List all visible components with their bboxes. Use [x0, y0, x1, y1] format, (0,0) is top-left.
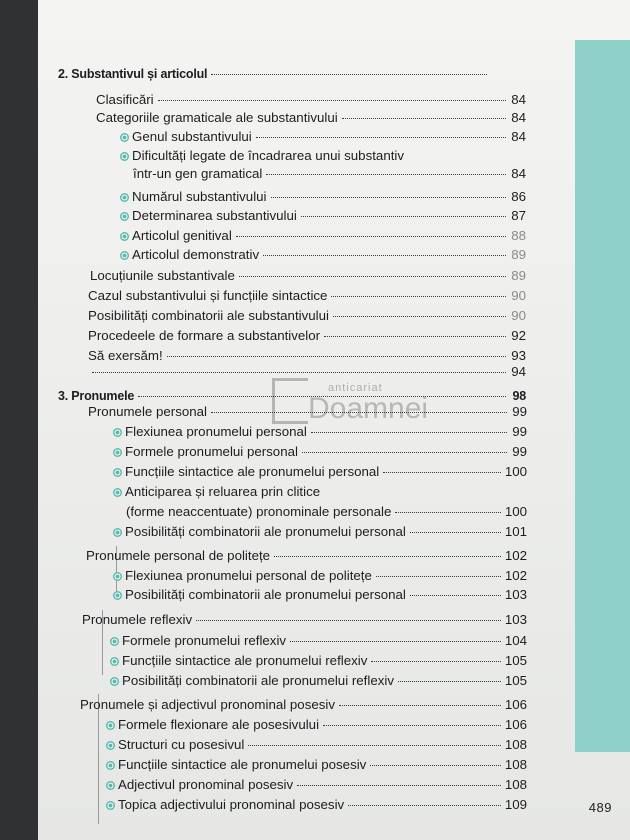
toc-entry-text: Categoriile gramaticale ale substantivului — [96, 110, 338, 125]
toc-entry-page: 94 — [511, 364, 526, 379]
leader-dots — [324, 336, 506, 337]
toc-entry-page: 99 — [512, 444, 527, 459]
toc-entry-label: Funcțiile sintactice ale pronumelui reflexiv — [122, 653, 368, 668]
leader-dots — [263, 255, 506, 256]
toc-entry[interactable] — [133, 166, 526, 182]
bullet-icon — [106, 761, 115, 770]
toc-entry-label: Formele pronumelui personal — [125, 444, 298, 459]
leader-dots — [167, 356, 506, 357]
leader-dots — [138, 396, 506, 397]
toc-entry[interactable] — [96, 92, 526, 108]
leader-dots — [158, 100, 506, 101]
toc-entry-text — [120, 228, 232, 244]
toc-entry-text: Procedeele de formare a substantivelor — [88, 328, 321, 343]
toc-entry-text — [113, 568, 372, 584]
toc-entry-label: Formele flexionare ale posesivului — [118, 717, 320, 732]
page-number: 489 — [588, 800, 612, 815]
bullet-icon — [106, 801, 115, 810]
watermark-main-text: Doamnei — [308, 392, 429, 425]
toc-entry-text — [106, 777, 293, 793]
toc-entry-page: 99 — [512, 404, 527, 419]
toc-entry-text: 2. Substantivul și articolul — [58, 67, 208, 81]
toc-entry-label: Flexiunea pronumelui personal de politețe — [125, 568, 372, 583]
toc-entry[interactable] — [113, 444, 527, 460]
toc-entry-page: 90 — [511, 308, 526, 323]
toc-entry-text: Posibilități combinatorii ale substantivului — [88, 308, 329, 323]
leader-dots — [302, 452, 507, 453]
toc-entry-page: 84 — [511, 92, 526, 107]
toc-entry[interactable] — [113, 524, 527, 540]
toc-entry-label: Posibilități combinatorii ale pronumelui reflexiv — [122, 673, 394, 688]
toc-entry-text — [113, 424, 307, 440]
toc-entry[interactable] — [86, 548, 527, 564]
toc-entry[interactable] — [88, 404, 527, 420]
leader-dots — [342, 118, 506, 119]
toc-entry-label: Funcțiile sintactice ale pronumelui personal — [125, 464, 380, 479]
toc-entry-label: Posibilități combinatorii ale pronumelui personal — [125, 587, 406, 602]
toc-entry-label: Dificultăți legate de încadrarea unui substantiv — [132, 148, 405, 163]
watermark-top-text: anticariat — [328, 382, 383, 394]
toc-entry-page: 100 — [504, 464, 527, 479]
toc-entry-page: 102 — [504, 548, 527, 563]
toc-entry-text: Pronumele și adjectivul pronominal posesiv — [80, 697, 335, 712]
toc-entry-text — [106, 717, 319, 733]
toc-entry-label: Topica adjectivului pronominal posesiv — [118, 797, 345, 812]
toc-entry-page: 108 — [504, 737, 527, 752]
leader-dots — [339, 705, 501, 706]
toc-entry-page: 102 — [504, 568, 527, 583]
toc-entry-label: Determinarea substantivului — [132, 208, 297, 223]
toc-entry-text — [113, 464, 379, 480]
bullet-icon — [120, 193, 129, 202]
toc-entry-page: 100 — [504, 504, 527, 519]
leader-dots — [196, 620, 501, 621]
bullet-icon — [113, 572, 122, 581]
leader-dots — [383, 472, 501, 473]
toc-entry[interactable] — [113, 424, 527, 440]
toc-entry-page: 98 — [512, 389, 526, 403]
toc-entry-text: Cazul substantivului și funcțiile sintactice — [88, 288, 328, 303]
toc-entry-page: 101 — [504, 524, 527, 539]
toc-entry-text — [110, 633, 286, 649]
leader-dots — [211, 74, 487, 75]
toc-entry-text: Pronumele personal — [88, 404, 208, 419]
bullet-icon — [120, 152, 129, 161]
toc-entry-text — [113, 444, 298, 460]
bullet-icon — [113, 528, 122, 537]
leader-dots — [274, 556, 501, 557]
leader-dots — [211, 412, 507, 413]
toc-entry-page: 106 — [504, 717, 527, 732]
toc-entry-page: 87 — [511, 208, 526, 223]
toc-entry[interactable] — [113, 587, 527, 603]
bullet-icon — [113, 468, 122, 477]
toc-entry[interactable] — [88, 328, 526, 344]
bullet-icon — [110, 637, 119, 646]
toc-entry-text: Pronumele personal de politețe — [86, 548, 271, 563]
bullet-icon — [120, 232, 129, 241]
bullet-icon — [120, 133, 129, 142]
toc-section[interactable] — [58, 388, 526, 404]
toc-entry-label: Genul substantivului — [132, 129, 252, 144]
leader-dots — [236, 236, 506, 237]
toc-entry-text — [106, 737, 244, 753]
leader-dots — [395, 512, 500, 513]
toc-entry[interactable] — [106, 737, 527, 753]
toc-entry-text — [113, 587, 406, 603]
leader-dots — [410, 595, 501, 596]
toc-entry-page: 89 — [511, 268, 526, 283]
toc-entry-page: 84 — [511, 129, 526, 144]
toc-entry-text — [106, 797, 344, 813]
toc-entry-text: într-un gen gramatical — [133, 166, 263, 181]
toc-entry-label: Articolul genitival — [132, 228, 232, 243]
toc-entry[interactable] — [110, 653, 527, 669]
leader-dots — [410, 532, 501, 533]
toc-entry[interactable] — [113, 568, 527, 584]
toc-entry-page: 89 — [511, 247, 526, 262]
toc-entry-page: 103 — [504, 612, 527, 627]
toc-entry-text — [120, 208, 297, 224]
toc-entry-text — [120, 247, 259, 263]
book-page — [38, 0, 630, 840]
toc-entry[interactable] — [106, 717, 527, 733]
leader-dots — [348, 805, 501, 806]
table-of-contents — [38, 0, 578, 840]
toc-entry-label: Numărul substantivului — [132, 189, 267, 204]
toc-entry-label: Flexiunea pronumelui personal — [125, 424, 307, 439]
toc-entry[interactable] — [120, 228, 526, 244]
leader-dots — [271, 197, 506, 198]
toc-entry[interactable] — [110, 633, 527, 649]
toc-entry-page: 92 — [511, 328, 526, 343]
toc-entry-page: 105 — [504, 673, 527, 688]
toc-entry-label: Formele pronumelui reflexiv — [122, 633, 287, 648]
toc-entry-text — [110, 653, 367, 669]
toc-entry-page: 106 — [504, 697, 527, 712]
toc-entry-page: 84 — [511, 110, 526, 125]
toc-entry-label: Anticiparea și reluarea prin clitice — [125, 484, 321, 499]
toc-entry[interactable] — [113, 464, 527, 480]
toc-entry[interactable] — [120, 189, 526, 205]
toc-entry-page: 93 — [511, 348, 526, 363]
toc-entry-text: (forme neaccentuate) pronominale personale — [126, 504, 392, 519]
bullet-icon — [110, 657, 119, 666]
toc-entry[interactable] — [106, 777, 527, 793]
toc-entry-page: 108 — [504, 777, 527, 792]
bullet-icon — [106, 721, 115, 730]
bullet-icon — [106, 741, 115, 750]
toc-entry-page: 84 — [511, 166, 526, 181]
toc-entry[interactable] — [110, 673, 527, 689]
toc-entry-page: 88 — [511, 228, 526, 243]
toc-entry-page: 109 — [504, 797, 527, 812]
bullet-icon — [113, 591, 122, 600]
toc-entry-text — [120, 129, 252, 145]
toc-entry[interactable] — [82, 612, 527, 628]
toc-entry[interactable] — [88, 308, 526, 324]
toc-section[interactable] — [58, 66, 507, 82]
bullet-icon — [113, 448, 122, 457]
leader-dots — [370, 765, 500, 766]
toc-entry[interactable] — [96, 110, 526, 126]
toc-entry-page: 90 — [511, 288, 526, 303]
toc-entry-line1[interactable] — [113, 484, 320, 499]
toc-entry-page: 104 — [504, 633, 527, 648]
toc-entry[interactable] — [90, 268, 526, 284]
toc-entry-page: 103 — [504, 587, 527, 602]
leader-dots — [371, 661, 500, 662]
toc-entry-text: Clasificări — [96, 92, 154, 107]
bullet-icon — [113, 428, 122, 437]
bullet-icon — [120, 251, 129, 260]
toc-entry-text — [106, 757, 366, 773]
leader-dots — [290, 641, 501, 642]
leader-dots — [331, 296, 506, 297]
toc-entry-text: Locuțiunile substantivale — [90, 268, 235, 283]
leader-dots — [248, 745, 500, 746]
toc-entry-text — [110, 673, 394, 689]
toc-entry[interactable] — [88, 364, 526, 380]
leader-dots — [297, 785, 501, 786]
toc-entry-text: Să exersăm! — [88, 348, 163, 363]
toc-entry-label: Adjectivul pronominal posesiv — [118, 777, 294, 792]
toc-entry-label: Structuri cu posesivul — [118, 737, 245, 752]
toc-entry[interactable] — [88, 348, 526, 364]
toc-entry-label: Funcțiile sintactice ale pronumelui posesiv — [118, 757, 367, 772]
toc-entry[interactable] — [120, 208, 526, 224]
toc-entry[interactable] — [120, 129, 526, 145]
toc-entry[interactable] — [106, 797, 527, 813]
toc-entry-page: 99 — [512, 424, 527, 439]
leader-dots — [239, 276, 506, 277]
leader-dots — [301, 216, 506, 217]
leader-dots — [311, 432, 507, 433]
toc-entry-page: 108 — [504, 757, 527, 772]
leader-dots — [333, 316, 506, 317]
leader-dots — [256, 137, 506, 138]
toc-entry-label: Posibilități combinatorii ale pronumelui personal — [125, 524, 406, 539]
bullet-icon — [113, 488, 122, 497]
toc-entry-label: Articolul demonstrativ — [132, 247, 260, 262]
leader-dots — [92, 372, 506, 373]
toc-entry-line1[interactable] — [120, 148, 404, 163]
leader-dots — [376, 576, 501, 577]
toc-entry-page: 105 — [504, 653, 527, 668]
toc-entry[interactable] — [106, 757, 527, 773]
toc-entry-text — [113, 524, 406, 540]
toc-entry[interactable] — [126, 504, 527, 520]
toc-entry-text: 3. Pronumele — [58, 389, 135, 403]
leader-dots — [323, 725, 501, 726]
bullet-icon — [110, 677, 119, 686]
toc-entry[interactable] — [80, 697, 527, 713]
toc-entry-text — [120, 189, 267, 205]
bullet-icon — [120, 212, 129, 221]
toc-entry-text: Pronumele reflexiv — [82, 612, 193, 627]
toc-entry-page: 86 — [511, 189, 526, 204]
bullet-icon — [106, 781, 115, 790]
leader-dots — [266, 174, 506, 175]
toc-entry[interactable] — [120, 247, 526, 263]
chapter-side-tab — [575, 40, 630, 752]
toc-entry[interactable] — [88, 288, 526, 304]
leader-dots — [398, 681, 501, 682]
